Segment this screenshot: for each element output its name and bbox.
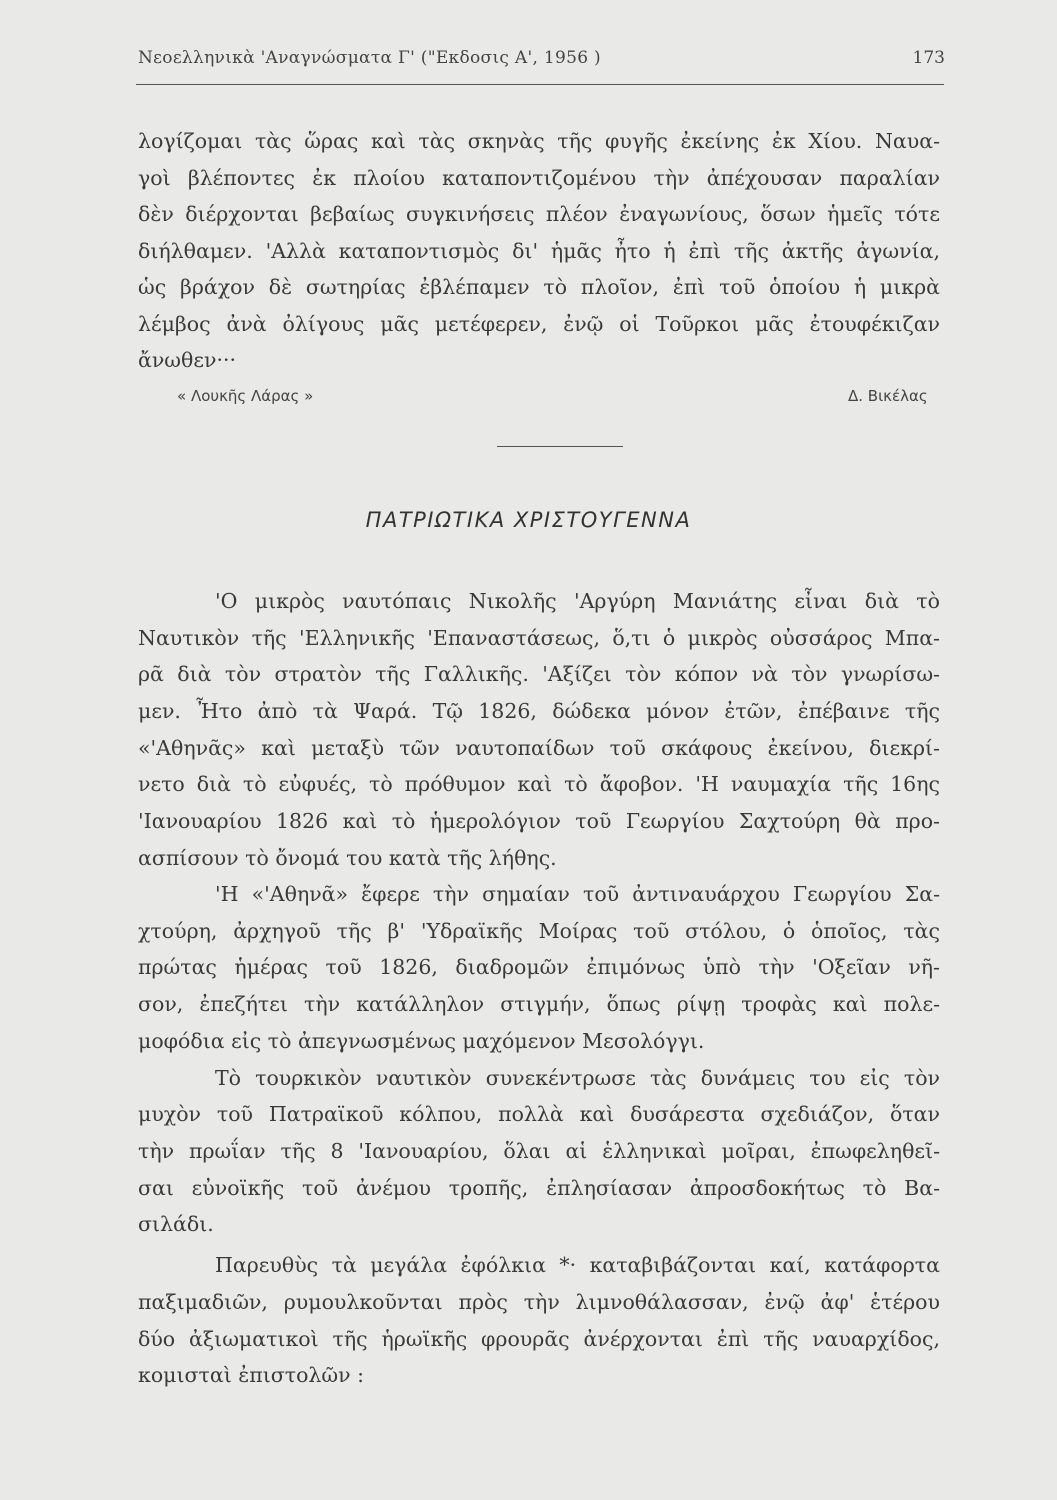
text-line: Ναυτικὸν τῆς 'Ελληνικῆς 'Επαναστάσεως, ὅ,τι ὁ μικρὸς οὐσσάρος Μπα-	[138, 626, 940, 650]
text-line: ὡς βράχον δὲ σωτηρίας ἐβλέπαμεν τὸ πλοῖον, ἐπὶ τοῦ ὁποίου ἡ μικρὰ	[138, 275, 940, 299]
text-line: 'Η «'Αθηνᾶ» ἔφερε τὴν σημαίαν τοῦ ἀντιναυάρχου Γεωργίου Σα-	[215, 882, 940, 906]
text-line: μεν. Ἦτο ἀπὸ τὰ Ψαρά. Τῷ 1826, δώδεκα μόνον ἐτῶν, ἐπέβαινε τῆς	[138, 699, 940, 723]
text-line: 'Ιανουαρίου 1826 καὶ τὸ ἡμερολόγιον τοῦ Γεωργίου Σαχτούρη θὰ προ-	[138, 809, 940, 833]
text-line: μυχὸν τοῦ Πατραϊκοῦ κόλπου, πολλὰ καὶ δυσάρεστα σχεδιάζον, ὅταν	[138, 1102, 940, 1126]
article-title: ΠΑΤΡΙΩΤΙΚΑ ΧΡΙΣΤΟΥΓΕΝΝΑ	[365, 508, 692, 532]
text-line: πρώτας ἡμέρας τοῦ 1826, διαδρομῶν ἐπιμόνως ὑπὸ τὴν 'Οξεῖαν νῆ-	[138, 955, 940, 979]
excerpt-source: « Λουκῆς Λάρας »	[177, 387, 314, 405]
text-line: λέμβος ἀνὰ ὀλίγους μᾶς μετέφερεν, ἐνῷ οἱ Τοῦρκοι μᾶς ἐτουφέκιζαν	[138, 312, 940, 336]
text-line: σον, ἐπεζήτει τὴν κατάλληλον στιγμήν, ὅπως ρίψῃ τροφὰς καὶ πολε-	[138, 992, 940, 1016]
text-line: γοὶ βλέποντες ἐκ πλοίου καταποντιζομένου τὴν ἀπέχουσαν παραλίαν	[138, 166, 940, 190]
header-rule	[136, 84, 944, 85]
page-number: 173	[912, 48, 945, 68]
section-divider	[497, 446, 623, 447]
text-line: ἄνωθεν···	[138, 348, 236, 372]
text-line: δὲν διέρχονται βεβαίως συγκινήσεις πλέον ἐναγωνίους, ὅσων ἡμεῖς τότε	[138, 202, 940, 226]
text-line: 'Ο μικρὸς ναυτόπαις Νικολῆς 'Αργύρη Μανιάτης εἶναι διὰ τὸ	[215, 589, 940, 613]
text-line: σαι εὐνοϊκῆς τοῦ ἀνέμου τροπῆς, ἐπλησίασαν ἀπροσδοκήτως τὸ Βα-	[138, 1176, 940, 1200]
text-line: δύο ἀξιωματικοὶ τῆς ἡρωϊκῆς φρουρᾶς ἀνέρχονται ἐπὶ τῆς ναυαρχίδος,	[138, 1327, 940, 1351]
excerpt-author: Δ. Βικέλας	[848, 387, 928, 405]
text-line: νετο διὰ τὸ εὐφυές, τὸ πρόθυμον καὶ τὸ ἄφοβον. 'Η ναυμαχία τῆς 16ης	[138, 772, 940, 796]
text-line: Παρευθὺς τὰ μεγάλα ἐφόλκια *· καταβιβάζονται καί, κατάφορτα	[215, 1253, 940, 1277]
text-line: κομισταὶ ἐπιστολῶν :	[138, 1363, 365, 1387]
text-line: Τὸ τουρκικὸν ναυτικὸν συνεκέντρωσε τὰς δυνάμεις του εἰς τὸν	[215, 1066, 940, 1090]
text-line: διήλθαμεν. 'Αλλὰ καταποντισμὸς δι' ἡμᾶς ἦτο ἡ ἐπὶ τῆς ἀκτῆς ἀγωνία,	[138, 239, 940, 263]
text-line: μοφόδια εἰς τὸ ἀπεγνωσμένως μαχόμενον Μεσολόγγι.	[138, 1029, 705, 1053]
text-line: τὴν πρωΐαν τῆς 8 'Ιανουαρίου, ὅλαι αἱ ἑλληνικαὶ μοῖραι, ἐπωφεληθεῖ-	[138, 1139, 940, 1163]
text-line: ρᾶ διὰ τὸν στρατὸν τῆς Γαλλικῆς. 'Αξίζει τὸν κόπον νὰ τὸν γνωρίσω-	[138, 662, 940, 686]
running-title: Νεοελληνικὰ 'Αναγνώσματα Γ' ("Εκδοσις Α', 1956 )	[138, 48, 601, 68]
text-line: σιλάδι.	[138, 1212, 214, 1236]
text-line: ασπίσουν τὸ ὄνομά του κατὰ τῆς λήθης.	[138, 846, 557, 870]
text-line: παξιμαδιῶν, ρυμουλκοῦνται πρὸς τὴν λιμνοθάλασσαν, ἐνῷ ἀφ' ἑτέρου	[138, 1290, 940, 1314]
text-line: χτούρη, ἀρχηγοῦ τῆς β' 'Υδραϊκῆς Μοίρας τοῦ στόλου, ὁ ὁποῖος, τὰς	[138, 919, 940, 943]
text-line: λογίζομαι τὰς ὥρας καὶ τὰς σκηνὰς τῆς φυγῆς ἐκείνης ἐκ Χίου. Ναυα-	[138, 129, 940, 153]
text-line: «'Αθηνᾶς» καὶ μεταξὺ τῶν ναυτοπαίδων τοῦ σκάφους ἐκείνου, διεκρί-	[138, 736, 940, 760]
